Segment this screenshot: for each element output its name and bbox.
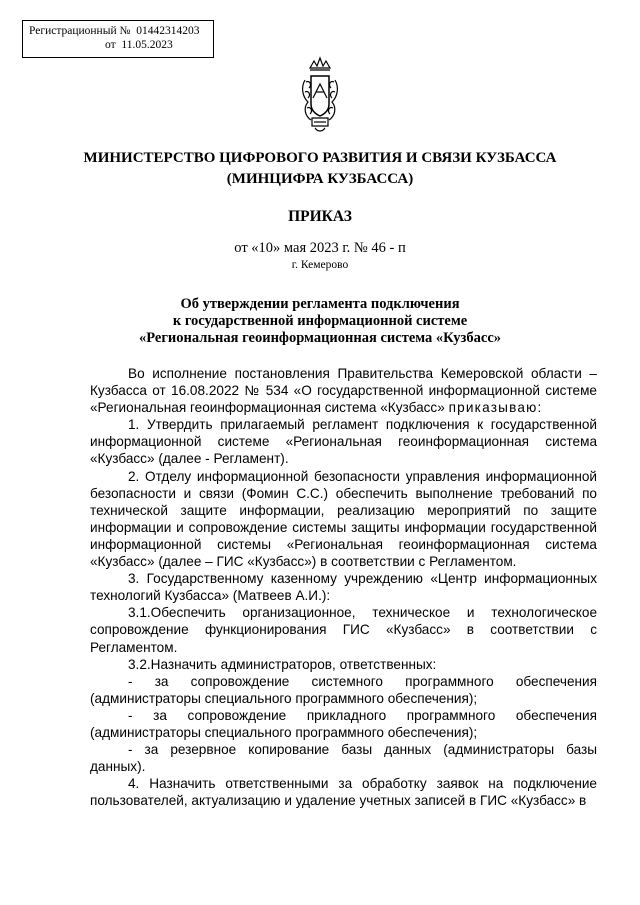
registration-number-line: [29, 24, 209, 38]
intro-text: Во исполнение постановления Правительства Кемеровской области – Кузбасса от 16.08.2022 № 534 «О государственной информационной системе «Региональная геоинформационная система «Кузбасс»: [90, 366, 597, 416]
paragraph-2: 2. Отделу информационной безопасности управления информационной безопасности и связи (Фомин С.С.) обеспечить выполнение требований по технической защите информации, реализацию мероприятий по защите информации и сопровождение системы защиты информации государственной информационной системы «Региональная геоинформационная система «Кузбасс» (далее – ГИС «Кузбасс») в соответствии с Регламентом.: [90, 468, 597, 570]
paragraph-4: 4. Назначить ответственными за обработку заявок на подключение пользователей, актуализацию и удаление учетных записей в ГИС «Кузбасс» в: [90, 776, 597, 809]
registration-number-label: Регистрационный №: [29, 25, 131, 37]
ministry-name-line2: (МИНЦИФРА КУЗБАССА): [226, 171, 414, 187]
intro-paragraph: [90, 365, 597, 416]
city: г. Кемерово: [291, 259, 349, 271]
document-type: ПРИКАЗ: [288, 208, 352, 225]
paragraph-3-2-c: - за резервное копирование базы данных (администраторы базы данных).: [90, 742, 597, 775]
intro-order-word: приказываю:: [448, 400, 543, 416]
registration-date: 11.05.2023: [121, 39, 173, 51]
paragraph-3-2-b: - за сопровождение прикладного программного обеспечения (администраторы специального программного обеспечения);: [90, 707, 597, 740]
coat-of-arms-icon: [296, 52, 344, 140]
paragraph-1: 1. Утвердить прилагаемый регламент подключения к государственной информационной системе «Региональная геоинформационная система «Кузбасс» (далее - Регламент).: [90, 417, 597, 467]
order-subject: [100, 296, 540, 347]
order-date-number: от «10» мая 2023 г. № 46 - п: [234, 240, 406, 256]
paragraph-3-1: 3.1.Обеспечить организационное, техническое и технологическое сопровождение функционирования ГИС «Кузбасс» в соответствии с Регламентом.: [90, 605, 597, 655]
subject-line3: «Региональная геоинформационная система «Кузбасс»: [138, 330, 502, 346]
registration-stamp: [22, 20, 214, 58]
paragraph-3-2-a: - за сопровождение системного программного обеспечения (администраторы специального программного обеспечения);: [90, 673, 597, 706]
ministry-name-line1: МИНИСТЕРСТВО ЦИФРОВОГО РАЗВИТИЯ И СВЯЗИ КУЗБАССА: [83, 150, 557, 166]
paragraph-3-2: 3.2.Назначить администраторов, ответственных:: [128, 656, 437, 672]
paragraph-3: 3. Государственному казенному учреждению «Центр информационных технологий Кузбасса» (Матвеев А.И.):: [90, 571, 597, 604]
registration-number: 01442314203: [136, 25, 200, 37]
subject-line1: Об утверждении регламента подключения: [180, 296, 460, 312]
subject-line2: к государственной информационной системе: [172, 313, 468, 329]
order-body: [90, 365, 597, 809]
ministry-name: [80, 148, 560, 190]
registration-date-label: от: [105, 39, 116, 51]
registration-date-line: [29, 38, 209, 52]
